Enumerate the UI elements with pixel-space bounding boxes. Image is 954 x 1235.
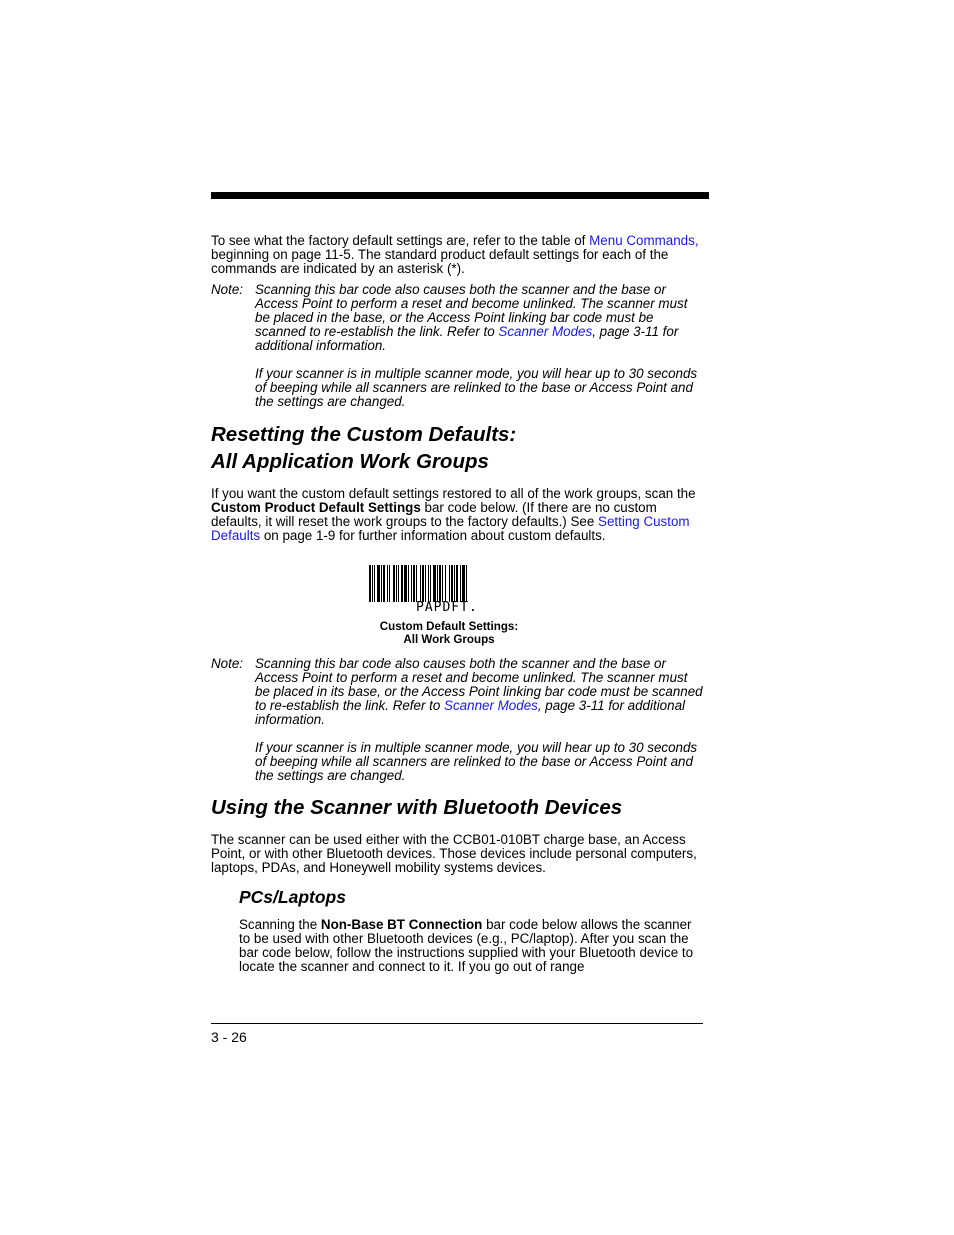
barcode-bar [430,565,431,602]
scanner-modes-link-2[interactable]: Scanner Modes [444,698,538,713]
heading-line-2: All Application Work Groups [211,450,489,473]
page-number: 3 - 26 [211,1029,247,1045]
barcode-bar [377,565,380,602]
barcode-bar [425,565,426,602]
note-label: Note: [211,282,244,297]
barcode-bar [420,565,421,602]
caption-line-2: All Work Groups [403,633,495,646]
note-label: Note: [211,656,244,671]
setting-custom-defaults-link[interactable]: Setting Custom Defaults [211,514,690,543]
bold-term: Custom Product Default Settings [211,500,421,515]
intro-text-2: beginning on page 11-5. The standard product default settings for each of the commands are indicated by an asterisk (*). [211,247,669,276]
barcode-bar [381,565,382,602]
pcs-laptops-paragraph [239,918,701,974]
note-paragraph-2: If your scanner is in multiple scanner mode, you will hear up to 30 seconds of beeping while all scanners are relinked to the base or Access Point and the settings are changed. [255,366,698,409]
barcode-bar [401,565,403,602]
barcode-bar [449,565,450,602]
barcode-image[interactable] [369,565,531,602]
barcode-bar [428,565,429,602]
caption-line-1: Custom Default Settings: [379,620,519,633]
barcode-bar [462,565,465,602]
body-text-3: on page 1-9 for further information about custom defaults. [260,528,606,543]
scanner-modes-link[interactable]: Scanner Modes [498,324,593,339]
barcode-bar [456,565,458,602]
barcode-bar [369,565,371,602]
note-1 [211,283,706,409]
bluetooth-paragraph: The scanner can be used either with the CCB01-010BT charge base, an Access Point, or with other Bluetooth devices. Those devices include personal computers, laptops, PDAs, and Honeywell mobility systems devices. [211,832,697,875]
barcode-bar [393,565,395,602]
barcode-bar [411,565,412,602]
barcode-bar [389,565,390,602]
body-text: If you want the custom default settings restored to all of the work groups, scan the [211,486,696,501]
barcode-bar [460,565,461,602]
barcode-bar [454,565,455,602]
barcode-bar [439,565,441,602]
barcode-bar [422,565,424,602]
heading-line-1: Resetting the Custom Defaults: [211,423,517,446]
intro-paragraph [211,234,706,276]
barcode-bar [416,565,417,602]
barcode-bar [372,565,373,602]
barcode-bar [374,565,375,602]
barcode-bar [408,565,409,602]
body-text-2: bar code below allows the scanner to be used with other Bluetooth devices (e.g., PC/laptop). After you scan the bar code below, follow the instructions supplied with your Bluetooth device to locate the scanner and connect to it. If you go out of range [239,917,694,974]
note-text-2: , page 3-11 for additional information. [255,698,685,727]
note-text-2: , page 3-11 for additional information. [255,324,679,353]
barcode-caption [349,620,549,646]
barcode-bar [398,565,399,602]
barcode-bar [445,565,446,602]
header-rule [211,192,709,199]
note-2 [211,657,706,783]
barcode-bar [396,565,397,602]
note-text: Scanning this bar code also causes both the scanner and the base or Access Point to perform a reset and become unlinked. The scanner must be placed in the base, or the Access Point linking bar code must be scanned to re-establish the link. Refer to [255,282,688,339]
barcode-bar [437,565,438,602]
body-text-2: bar code below. (If there are no custom defaults, it will reset the work groups to the factory defaults.) See [211,500,657,529]
barcode-bar [466,565,467,602]
resetting-paragraph [211,487,706,543]
menu-commands-link[interactable]: Menu Commands, [589,233,699,248]
section-heading-bluetooth: Using the Scanner with Bluetooth Devices [211,796,623,819]
barcode-bar [442,565,443,602]
section-heading-resetting [211,421,516,475]
note-paragraph [255,657,706,727]
barcode-text: PAPDFT. [416,600,478,615]
note-paragraph [255,283,706,353]
barcode-bar [433,565,436,602]
footer-rule [211,1023,703,1024]
body-text: Scanning the [239,917,321,932]
barcode-bar [387,565,388,602]
barcode-bar [383,565,385,602]
note-paragraph-2: If your scanner is in multiple scanner mode, you will hear up to 30 seconds of beeping while all scanners are relinked to the base or Access Point and the settings are changed. [255,740,698,783]
barcode-bar [413,565,415,602]
barcode-bar [404,565,407,602]
bold-term: Non-Base BT Connection [320,917,483,932]
note-text: Scanning this bar code also causes both the scanner and the base or Access Point to perform a reset and become unlinked. The scanner must be placed in its base, or the Access Point linking bar code must be scanned to re-establish the link. Refer to [255,656,703,713]
intro-text: To see what the factory default settings are, refer to the table of [211,233,590,248]
barcode-bar [451,565,453,602]
subsection-heading-pcs-laptops: PCs/Laptops [239,887,346,907]
